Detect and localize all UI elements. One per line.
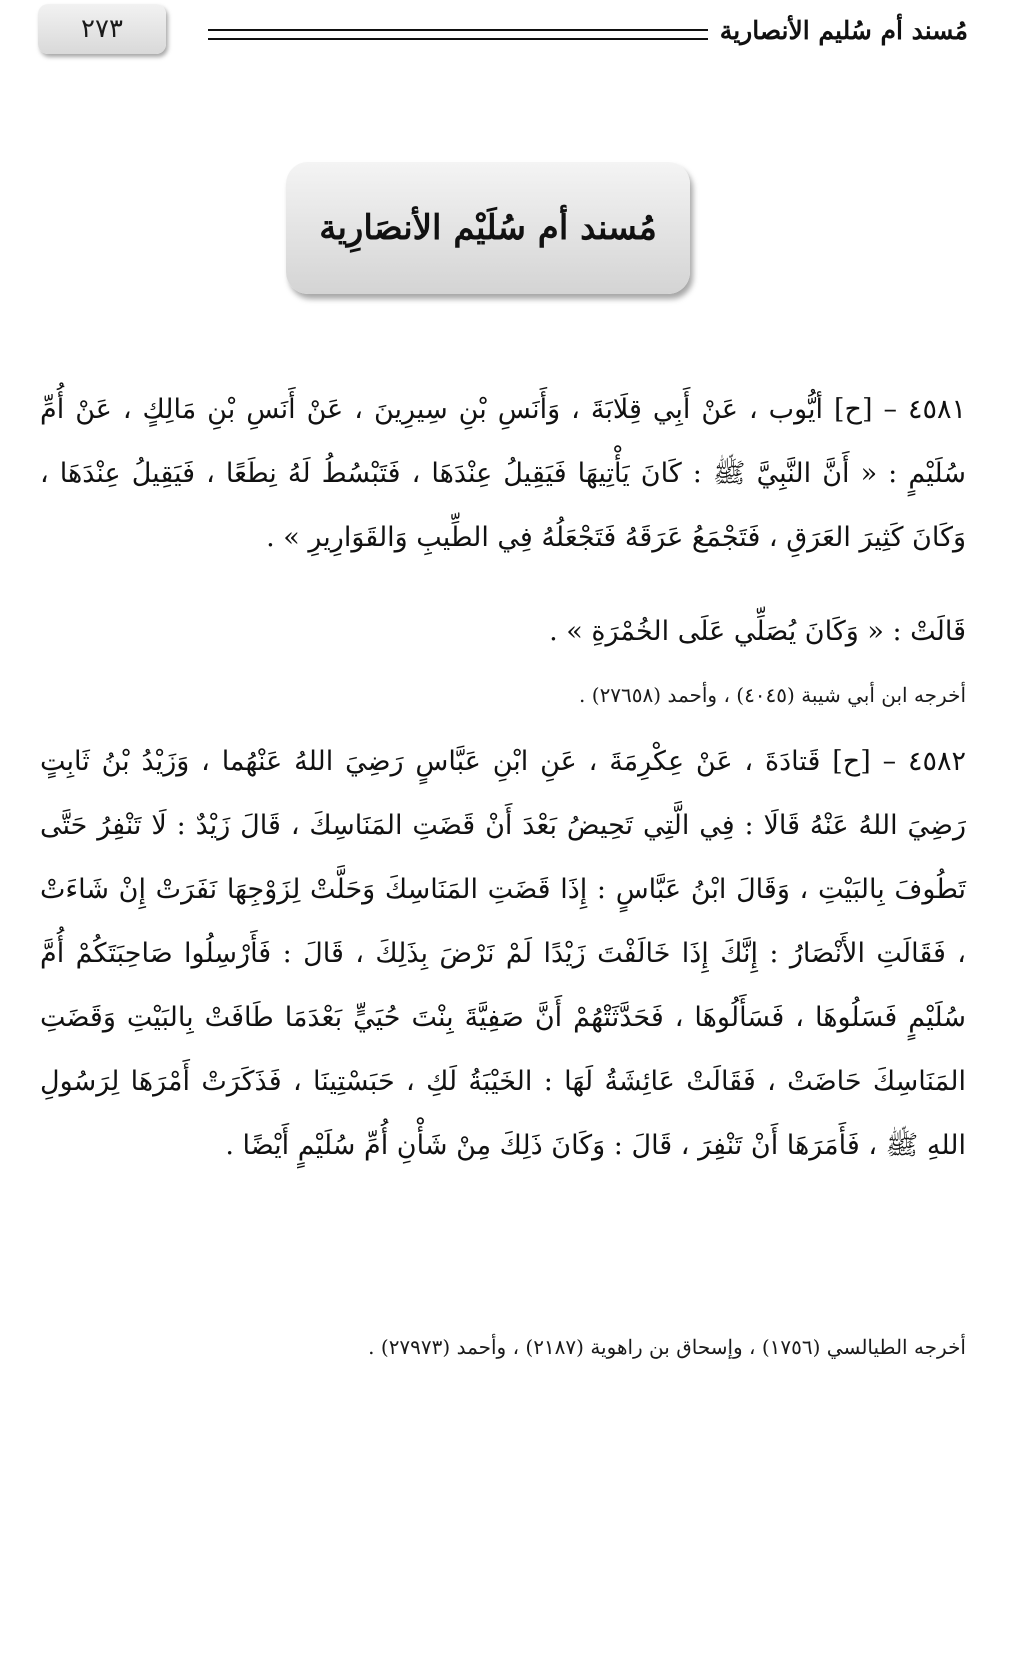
chapter-title-box (286, 162, 690, 294)
takhrij-text: أخرجه الطيالسي (١٧٥٦) ، وإسحاق بن راهوية (٢١٨٧) ، وأحمد (٢٧٩٧٣) . (368, 1335, 966, 1359)
chapter-title: مُسند أم سُلَيْم الأنصَارِية (319, 208, 657, 248)
running-header (208, 10, 968, 50)
header-double-rule (208, 29, 708, 40)
running-title: مُسند أم سُليم الأنصارية (719, 15, 968, 45)
hadith-text: – [ح] أيُّوب ، عَنْ أَبِي قِلَابَةَ ، وَأَنَسِ بْنِ سِيرِينَ ، عَنْ أَنَسِ بْنِ مَالِكٍ ، عَنْ أُمِّ سُلَيْمٍ : « أَنَّ النَّبِيَّ ﷺ : كَانَ يَأْتِيهَا فَيَقِيلُ عِنْدَهَا ، فَتَبْسُطُ لَهُ نِطَعًا ، فَيَقِيلُ عِنْدَهَا ، وَكَانَ كَثِيرَ العَرَقِ ، فَتَجْمَعُ عَرَقَهُ فَتَجْعَلُهُ فِي الطِّيبِ وَالقَوَارِيرِ » . (40, 394, 966, 553)
hadith-4582 (40, 730, 966, 1178)
followup-text: قَالَتْ : « وَكَانَ يُصَلِّي عَلَى الخُمْرَةِ » . (549, 616, 966, 647)
hadith-number: ٤٥٨١ (907, 394, 966, 425)
hadith-4581-takhrij (40, 678, 1000, 712)
hadith-4581-followup (40, 610, 1000, 654)
hadith-text: – [ح] قَتادَةَ ، عَنْ عِكْرِمَةَ ، عَنِ ابْنِ عَبَّاسٍ رَضِيَ اللهُ عَنْهُما ، وَزَيْدُ بْنُ ثَابِتٍ رَضِيَ اللهُ عَنْهُ قَالَا : فِي الَّتِي تَحِيضُ بَعْدَ أَنْ قَضَتِ المَنَاسِكَ ، قَالَ زَيْدٌ : لَا تَنْفِرُ حَتَّى تَطُوفَ بِالبَيْتِ ، وَقَالَ ابْنُ عَبَّاسٍ : إِذَا قَضَتِ المَنَاسِكَ وَحَلَّتْ لِزَوْجِهَا نَفَرَتْ إِنْ شَاءَتْ ، فَقَالَتِ الأَنْصَارُ : إِنَّكَ إِذَا خَالَفْتَ زَيْدًا لَمْ نَرْضَ بِذَلِكَ ، قَالَ : فَأَرْسِلُوا صَاحِبَتَكُمْ أُمَّ سُلَيْمٍ فَسَلُوهَا ، فَسَأَلُوهَا ، فَحَدَّثَتْهُمْ أَنَّ صَفِيَّةَ بِنْتَ حُيَيٍّ بَعْدَمَا طَافَتْ بِالبَيْتِ وَقَضَتِ المَنَاسِكَ حَاضَتْ ، فَقَالَتْ عَائِشَةُ لَهَا : الخَيْبَةُ لَكِ ، حَبَسْتِينَا ، فَذَكَرَتْ أَمْرَهَا لِرَسُولِ اللهِ ﷺ ، فَأَمَرَهَا أَنْ تَنْفِرَ ، قَالَ : وَكَانَ ذَلِكَ مِنْ شَأْنِ أُمِّ سُلَيْمٍ أَيْضًا . (40, 746, 966, 1161)
page-number: ٢٧٣ (81, 14, 123, 44)
hadith-4582-takhrij (40, 1330, 1000, 1364)
takhrij-text: أخرجه ابن أبي شيبة (٤٠٤٥) ، وأحمد (٢٧٦٥٨) . (579, 683, 966, 707)
page-number-badge (38, 4, 166, 54)
hadith-number: ٤٥٨٢ (907, 746, 966, 777)
hadith-4581 (40, 378, 966, 570)
